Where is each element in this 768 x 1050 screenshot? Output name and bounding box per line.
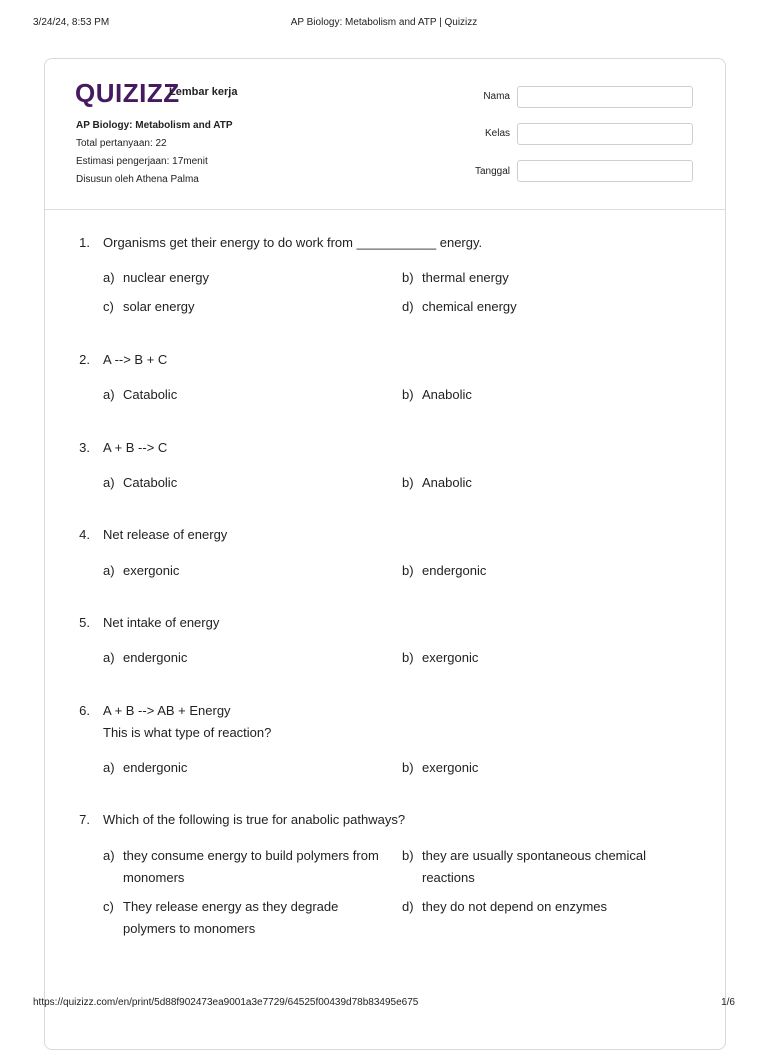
option-text: Catabolic [123,387,178,402]
answer-option [103,757,403,779]
author: Disusun oleh Athena Palma [76,174,199,185]
question-text: Organisms get their energy to do work from ___________ energy. [103,235,483,250]
answer-option [103,845,403,889]
option-text: Anabolic [422,475,472,490]
answer-option [402,647,672,669]
option-letter: c) [103,299,114,314]
answer-option [103,647,403,669]
answer-option [402,384,672,406]
option-text: solar energy [123,299,195,314]
question-text: Net release of energy [103,527,228,542]
option-text: they consume energy to build polymers from [123,848,379,863]
question-number: 2. [79,352,90,367]
quiz-title: AP Biology: Metabolism and ATP [76,120,233,131]
option-text: endergonic [123,760,188,775]
answer-option [103,560,403,582]
option-letter: a) [103,650,115,665]
option-text-continued: reactions [422,870,475,885]
name-label: Nama [483,91,510,102]
option-letter: a) [103,760,115,775]
answer-option [103,384,403,406]
option-text: exergonic [422,760,479,775]
option-text: they are usually spontaneous chemical [422,848,647,863]
question-text: Net intake of energy [103,615,220,630]
option-letter: a) [103,270,115,285]
answer-option [402,267,672,289]
option-text: exergonic [422,650,479,665]
worksheet [44,58,726,1050]
question-text-line-2: This is what type of reaction? [103,725,272,740]
question-number: 4. [79,527,90,542]
question-number: 7. [79,812,90,827]
option-letter: a) [103,848,115,863]
option-text: nuclear energy [123,270,209,285]
page-number: 1/6 [721,997,735,1008]
option-text-continued: monomers [123,870,185,885]
class-label: Kelas [484,128,510,139]
question-number: 6. [79,703,90,718]
option-letter: b) [402,270,414,285]
option-letter: d) [402,899,414,914]
option-text: thermal energy [422,270,509,285]
estimated-time: Estimasi pengerjaan: 17menit [76,156,208,167]
option-text-continued: polymers to monomers [123,921,256,936]
date-label: Tanggal [474,166,510,177]
option-text: they do not depend on enzymes [422,899,608,914]
name-field[interactable] [517,86,693,108]
answer-option [402,896,672,918]
total-questions: Total pertanyaan: 22 [76,138,167,149]
option-letter: d) [402,299,414,314]
question-number: 3. [79,440,90,455]
option-text: exergonic [123,563,180,578]
option-letter: a) [103,563,115,578]
worksheet-header [45,59,725,210]
option-letter: b) [402,760,414,775]
question-text: Which of the following is true for anabolic pathways? [103,812,406,827]
answer-option [103,296,403,318]
date-field[interactable] [517,160,693,182]
option-letter: b) [402,387,414,402]
option-text: chemical energy [422,299,517,314]
class-field[interactable] [517,123,693,145]
answer-option [402,845,672,889]
option-letter: b) [402,563,414,578]
option-letter: c) [103,899,114,914]
answer-option [103,267,403,289]
print-datetime: 3/24/24, 8:53 PM [33,17,110,28]
option-letter: b) [402,475,414,490]
answer-option [103,896,403,940]
print-page-title: AP Biology: Metabolism and ATP | Quizizz [290,17,478,28]
print-url: https://quizizz.com/en/print/5d88f902473ea9001a3e7729/64525f00439d78b83495e675 [33,997,419,1008]
question-number: 5. [79,615,90,630]
worksheet-label: Lembar kerja [169,86,238,98]
answer-option [402,296,672,318]
option-letter: b) [402,848,414,863]
quizizz-logo: QUIZIZZ [75,78,180,108]
answer-option [402,757,672,779]
option-letter: a) [103,475,115,490]
option-text: endergonic [123,650,188,665]
question-text: A --> B + C [103,352,168,367]
question-text: A + B --> AB + Energy [103,703,231,718]
option-letter: b) [402,650,414,665]
option-letter: a) [103,387,115,402]
answer-option [402,560,672,582]
answer-option [103,472,403,494]
option-text: Anabolic [422,387,472,402]
question-text: A + B --> C [103,440,168,455]
option-text: Catabolic [123,475,178,490]
question-number: 1. [79,235,90,250]
option-text: They release energy as they degrade [123,899,339,914]
answer-option [402,472,672,494]
option-text: endergonic [422,563,487,578]
